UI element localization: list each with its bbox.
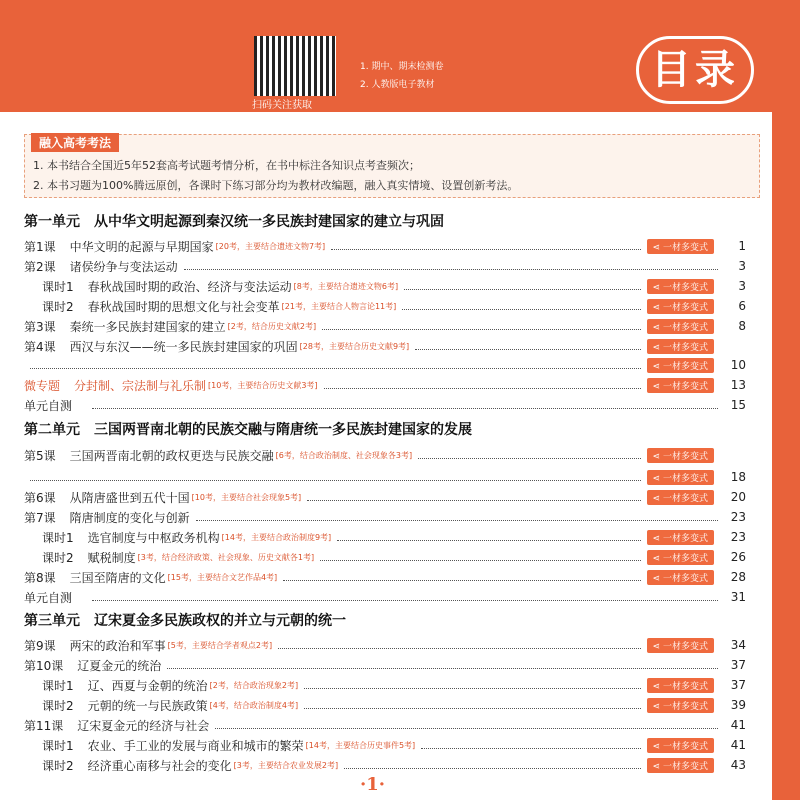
leader-dots bbox=[30, 473, 641, 481]
lesson-title: 选官制度与中枢政务机构 bbox=[87, 530, 220, 545]
lesson-label: 第7课 bbox=[24, 510, 56, 525]
variant-badge[interactable]: ⋖ 一材多变式 bbox=[647, 319, 714, 334]
leader-dots bbox=[184, 262, 718, 270]
lesson-title: 辽、西夏与金朝的统治 bbox=[87, 678, 208, 693]
lesson-label: 第9课 bbox=[24, 638, 56, 653]
exam-frequency-tag: [3考，结合经济政策、社会现象、历史文献各1考] bbox=[137, 552, 315, 562]
exam-info-box bbox=[24, 134, 760, 198]
toc-row[interactable] bbox=[24, 467, 746, 487]
variant-badge[interactable]: ⋖ 一材多变式 bbox=[647, 698, 714, 713]
toc-row[interactable] bbox=[24, 695, 746, 715]
lesson-title: 秦统一多民族封建国家的建立 bbox=[69, 319, 226, 334]
leader-dots bbox=[30, 361, 641, 369]
lesson-label: 课时2 bbox=[42, 299, 74, 314]
toc-row[interactable] bbox=[24, 236, 746, 256]
lesson-label: 课时1 bbox=[42, 678, 74, 693]
toc-row[interactable] bbox=[24, 419, 746, 439]
leader-dots bbox=[304, 701, 641, 709]
lesson-title: 赋税制度 bbox=[87, 550, 136, 565]
variant-badge[interactable]: ⋖ 一材多变式 bbox=[647, 638, 714, 653]
leader-dots bbox=[196, 513, 718, 521]
exam-frequency-tag: [14考，主要结合政治制度9考] bbox=[221, 532, 332, 542]
page-ref: 37 bbox=[730, 658, 746, 672]
unit-title: 从中华文明起源到秦汉统一多民族封建国家的建立与巩固 bbox=[94, 214, 444, 230]
leader-dots bbox=[324, 381, 641, 389]
exam-frequency-tag: [10考，主要结合历史文献3考] bbox=[208, 380, 318, 390]
toc-row[interactable] bbox=[24, 507, 746, 527]
lesson-title: 西汉与东汉——统一多民族封建国家的巩固 bbox=[69, 339, 298, 354]
page-ref: 3 bbox=[738, 259, 746, 273]
lesson-label: 第4课 bbox=[24, 339, 56, 354]
exam-frequency-tag: [2考，结合历史文献2考] bbox=[227, 321, 317, 331]
variant-badge[interactable]: ⋖ 一材多变式 bbox=[647, 358, 714, 373]
exam-frequency-tag: [28考，主要结合历史文献9考] bbox=[299, 341, 410, 351]
leader-dots bbox=[344, 761, 641, 769]
variant-badge[interactable]: ⋖ 一材多变式 bbox=[647, 738, 714, 753]
qr-caption: 扫码关注获取 bbox=[252, 100, 312, 111]
leader-dots bbox=[337, 533, 640, 541]
exam-frequency-tag: [10考，主要结合社会现象5考] bbox=[191, 492, 302, 502]
page-ref: 10 bbox=[730, 358, 746, 372]
toc-row[interactable] bbox=[24, 316, 746, 336]
leader-dots bbox=[215, 721, 718, 729]
variant-badge[interactable]: ⋖ 一材多变式 bbox=[647, 378, 714, 393]
lesson-label: 单元自测 bbox=[24, 398, 73, 413]
unit-label: 第三单元 bbox=[24, 613, 80, 629]
page-ref: 26 bbox=[730, 550, 746, 564]
lesson-label: 课时2 bbox=[42, 698, 74, 713]
header-band bbox=[0, 0, 800, 112]
toc-row[interactable] bbox=[24, 587, 746, 607]
page-ref: 20 bbox=[730, 490, 746, 504]
lesson-label: 第8课 bbox=[24, 570, 56, 585]
leader-dots bbox=[402, 302, 640, 310]
leader-dots bbox=[320, 553, 641, 561]
toc-row[interactable] bbox=[24, 655, 746, 675]
exam-frequency-tag: [4考，结合政治制度4考] bbox=[209, 700, 299, 710]
page-ref: 23 bbox=[730, 510, 746, 524]
lesson-title: 辽宋夏金元的经济与社会 bbox=[77, 718, 210, 733]
variant-badge[interactable]: ⋖ 一材多变式 bbox=[647, 530, 714, 545]
lesson-label: 单元自测 bbox=[24, 590, 73, 605]
leader-dots bbox=[92, 593, 718, 601]
toc-row[interactable] bbox=[24, 445, 746, 465]
page-ref: 1 bbox=[738, 239, 746, 253]
exam-frequency-tag: [21考，主要结合人物言论11考] bbox=[281, 301, 397, 311]
leader-dots bbox=[415, 342, 640, 350]
page-ref: 37 bbox=[730, 678, 746, 692]
page-ref: 34 bbox=[730, 638, 746, 652]
lesson-title: 诸侯纷争与变法运动 bbox=[69, 259, 178, 274]
variant-badge[interactable]: ⋖ 一材多变式 bbox=[647, 570, 714, 585]
page-ref: 13 bbox=[730, 378, 746, 392]
exam-frequency-tag: [14考，主要结合历史事件5考] bbox=[305, 740, 416, 750]
lesson-label: 第2课 bbox=[24, 259, 56, 274]
toc-row[interactable] bbox=[24, 610, 746, 630]
variant-badge[interactable]: ⋖ 一材多变式 bbox=[647, 448, 714, 463]
page-edge bbox=[772, 112, 800, 800]
toc-row[interactable] bbox=[24, 395, 746, 415]
variant-badge[interactable]: ⋖ 一材多变式 bbox=[647, 239, 714, 254]
exam-frequency-tag: [3考，主要结合农业发展2考] bbox=[233, 760, 339, 770]
lesson-title: 春秋战国时期的政治、经济与变法运动 bbox=[87, 279, 292, 294]
unit-label: 第二单元 bbox=[24, 422, 80, 438]
toc-row[interactable] bbox=[24, 567, 746, 587]
leader-dots bbox=[421, 741, 640, 749]
page-ref: 3 bbox=[738, 279, 746, 293]
toc-sheet bbox=[0, 112, 772, 800]
toc-row[interactable] bbox=[24, 487, 746, 507]
lesson-label: 课时1 bbox=[42, 738, 74, 753]
leader-dots bbox=[331, 242, 640, 250]
lesson-label: 第5课 bbox=[24, 448, 56, 463]
exam-frequency-tag: [5考，主要结合学者观点2考] bbox=[167, 640, 273, 650]
lesson-title: 三国两晋南北朝的政权更迭与民族交融 bbox=[69, 448, 274, 463]
variant-badge[interactable]: ⋖ 一材多变式 bbox=[647, 550, 714, 565]
leader-dots bbox=[283, 573, 640, 581]
lesson-title: 春秋战国时期的思想文化与社会变革 bbox=[87, 299, 280, 314]
page-ref: 28 bbox=[730, 570, 746, 584]
lesson-title: 两宋的政治和军事 bbox=[69, 638, 166, 653]
toc-row[interactable] bbox=[24, 735, 746, 755]
variant-badge[interactable]: ⋖ 一材多变式 bbox=[647, 490, 714, 505]
page-ref: 15 bbox=[730, 398, 746, 412]
toc-row[interactable] bbox=[24, 715, 746, 735]
lesson-label: 课时2 bbox=[42, 758, 74, 773]
resource-item: 2. 人教版电子教材 bbox=[360, 80, 435, 90]
variant-badge[interactable]: ⋖ 一材多变式 bbox=[647, 279, 714, 294]
leader-dots bbox=[307, 493, 640, 501]
exam-line: 2. 本书习题为100%腾远原创，各课时下练习部分均为教材改编题，融入真实情境、设置创新考法。 bbox=[33, 179, 519, 192]
lesson-title: 元朝的统一与民族政策 bbox=[87, 698, 208, 713]
resource-list bbox=[360, 58, 443, 94]
toc-row[interactable] bbox=[24, 375, 746, 395]
lesson-title: 隋唐制度的变化与创新 bbox=[69, 510, 190, 525]
variant-badge[interactable]: ⋖ 一材多变式 bbox=[647, 299, 714, 314]
page-ref: 31 bbox=[730, 590, 746, 604]
leader-dots bbox=[278, 641, 641, 649]
page-ref: 43 bbox=[730, 758, 746, 772]
variant-badge[interactable]: ⋖ 一材多变式 bbox=[647, 758, 714, 773]
lesson-label: 第10课 bbox=[24, 658, 64, 673]
exam-frequency-tag: [6考，结合政治制度、社会现象各3考] bbox=[275, 450, 413, 460]
page-title: 目录 bbox=[636, 36, 754, 104]
lesson-title: 分封制、宗法制与礼乐制 bbox=[74, 378, 207, 393]
leader-dots bbox=[322, 322, 641, 330]
unit-title: 辽宋夏金多民族政权的并立与元朝的统一 bbox=[94, 613, 346, 629]
page-ref: 23 bbox=[730, 530, 746, 544]
leader-dots bbox=[418, 451, 641, 459]
page-number: ·1· bbox=[360, 774, 386, 795]
page-ref: 18 bbox=[730, 470, 746, 484]
toc-row[interactable] bbox=[24, 336, 746, 356]
toc-row[interactable] bbox=[24, 296, 746, 316]
lesson-title: 中华文明的起源与早期国家 bbox=[69, 239, 214, 254]
leader-dots bbox=[304, 681, 641, 689]
unit-title: 三国两晋南北朝的民族交融与隋唐统一多民族封建国家的发展 bbox=[94, 422, 472, 438]
lesson-label: 课时1 bbox=[42, 279, 74, 294]
lesson-label: 第6课 bbox=[24, 490, 56, 505]
toc-row[interactable] bbox=[24, 755, 746, 775]
exam-frequency-tag: [15考，主要结合文艺作品4考] bbox=[167, 572, 278, 582]
leader-dots bbox=[404, 282, 641, 290]
lesson-title: 辽夏金元的统治 bbox=[77, 658, 162, 673]
toc-row[interactable] bbox=[24, 547, 746, 567]
lesson-label: 第1课 bbox=[24, 239, 56, 254]
exam-frequency-tag: [20考，主要结合遗迹文物7考] bbox=[215, 241, 326, 251]
toc-row[interactable] bbox=[24, 675, 746, 695]
lesson-label: 微专题 bbox=[24, 378, 61, 393]
page-ref: 39 bbox=[730, 698, 746, 712]
variant-badge[interactable]: ⋖ 一材多变式 bbox=[647, 339, 714, 354]
toc-row[interactable] bbox=[24, 256, 746, 276]
lesson-title: 从隋唐盛世到五代十国 bbox=[69, 490, 190, 505]
toc-row[interactable] bbox=[24, 355, 746, 375]
page-ref: 8 bbox=[738, 319, 746, 333]
page-ref: 41 bbox=[730, 718, 746, 732]
lesson-label: 课时1 bbox=[42, 530, 74, 545]
lesson-label: 课时2 bbox=[42, 550, 74, 565]
lesson-title: 经济重心南移与社会的变化 bbox=[87, 758, 232, 773]
toc-row[interactable] bbox=[24, 276, 746, 296]
resource-item: 1. 期中、期末检测卷 bbox=[360, 62, 444, 72]
toc-row[interactable] bbox=[24, 211, 746, 231]
lesson-label: 第11课 bbox=[24, 718, 64, 733]
exam-frequency-tag: [8考，主要结合遗迹文物6考] bbox=[293, 281, 399, 291]
lesson-title: 农业、手工业的发展与商业和城市的繁荣 bbox=[87, 738, 304, 753]
page-ref: 41 bbox=[730, 738, 746, 752]
toc-row[interactable] bbox=[24, 527, 746, 547]
toc-row[interactable] bbox=[24, 635, 746, 655]
exam-box-heading: 融入高考考法 bbox=[31, 133, 119, 152]
lesson-title: 三国至隋唐的文化 bbox=[69, 570, 166, 585]
exam-frequency-tag: [2考，结合政治现象2考] bbox=[209, 680, 299, 690]
unit-label: 第一单元 bbox=[24, 214, 80, 230]
leader-dots bbox=[92, 401, 718, 409]
qr-code[interactable] bbox=[254, 36, 336, 96]
lesson-label: 第3课 bbox=[24, 319, 56, 334]
leader-dots bbox=[167, 661, 718, 669]
page-ref: 6 bbox=[738, 299, 746, 313]
variant-badge[interactable]: ⋖ 一材多变式 bbox=[647, 678, 714, 693]
exam-line: 1. 本书结合全国近5年52套高考试题考情分析，在书中标注各知识点考查频次； bbox=[33, 159, 420, 172]
variant-badge[interactable]: ⋖ 一材多变式 bbox=[647, 470, 714, 485]
